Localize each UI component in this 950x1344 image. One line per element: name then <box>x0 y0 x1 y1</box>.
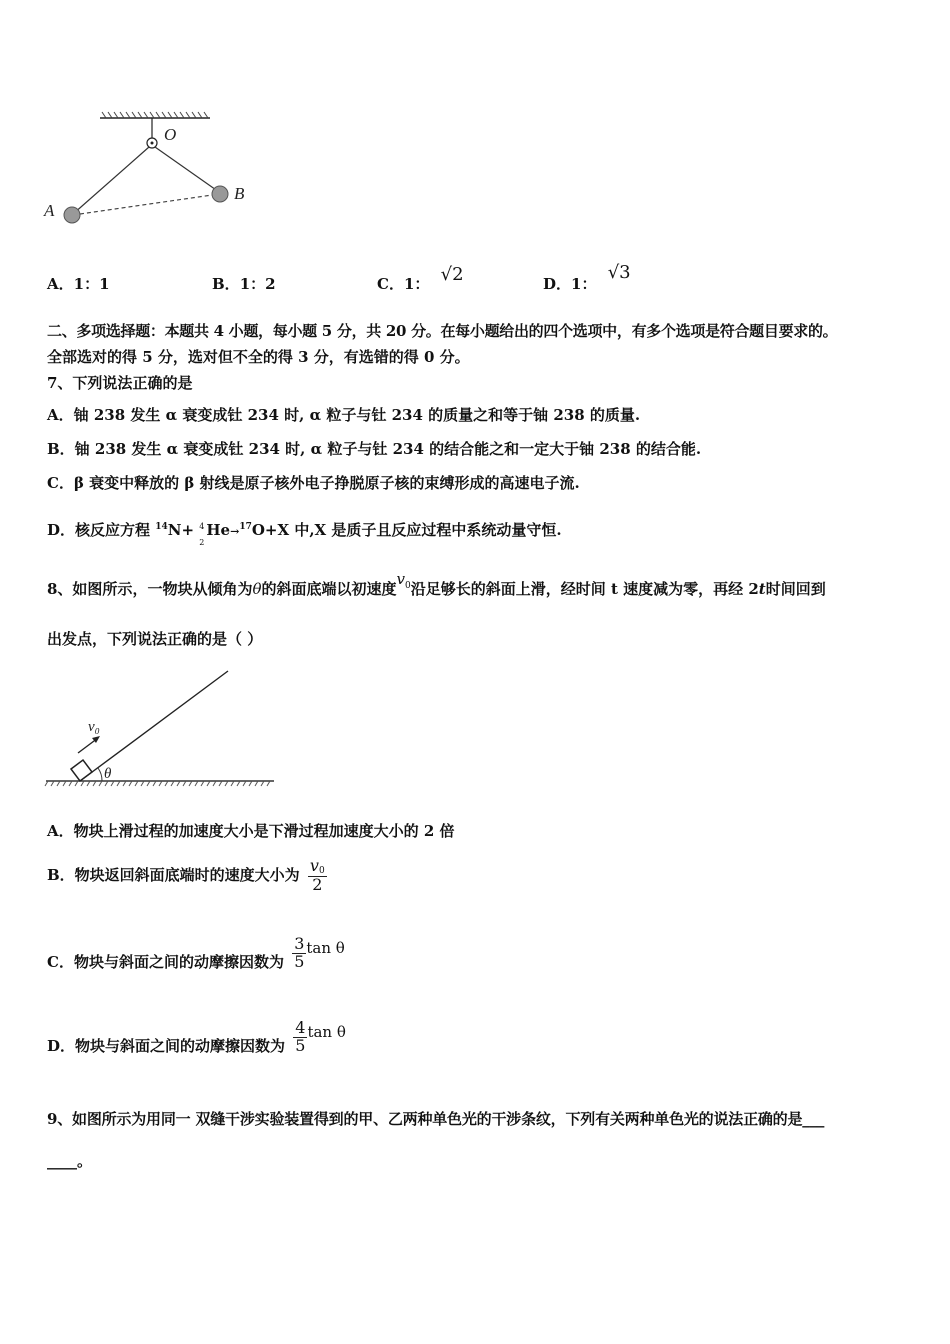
section2-header-line2: 全部选对的得 5 分，选对但不全的得 3 分，有选错的得 0 分。 <box>47 348 470 366</box>
q9-stem-line1: 9、如图所示为用同一 双缝干涉实验装置得到的甲、乙两种单色光的干涉条纹，下列有关两种单色光的说法正确的是___ <box>47 1110 825 1128</box>
q7-option-b: B．铀 238 发生 α 衰变成钍 234 时, α 粒子与钍 234 的结合能之和一定大于铀 238 的结合能. <box>47 440 702 458</box>
q8-stem-line2: 出发点，下列说法正确的是（ ） <box>47 630 263 648</box>
q8-stem-line1: 8、如图所示，一物块从倾角为θ的斜面底端以初速度$v^0$沿足够长的斜面上滑，经时间 t 速度减为零，再经 2t时间回到 <box>47 570 826 598</box>
q6-option-d: D．1： √3 <box>543 262 631 293</box>
q7-option-d: D．核反应方程 $^{14}$N+ 4 2 He→$^{17}$O+X 中,X 是质子且反应过程中系统动量守恒. <box>47 521 562 547</box>
q6-option-c: C．1： √2 <box>377 264 464 293</box>
section2-header-line1: 二、多项选择题：本题共 4 小题，每小题 5 分，共 20 分。在每小题给出的四个选项中，有多个选项是符合题目要求的。 <box>47 322 838 340</box>
b-fraction: $\frac{v0}{2}$ <box>309 856 325 895</box>
q6-option-b: B．1：2 <box>212 275 276 293</box>
q8-option-c: C．物块与斜面之间的动摩擦因数为 $\frac{3}{5}$ tan θ <box>47 934 345 972</box>
q8-option-a: A．物块上滑过程的加速度大小是下滑过程加速度大小的 2 倍 <box>47 822 455 840</box>
label-o: O <box>164 125 177 144</box>
q8-option-b: B．物块返回斜面底端时的速度大小为 $\frac{v0}{2}$ <box>47 856 325 895</box>
q8-option-d: D．物块与斜面之间的动摩擦因数为 $\frac{4}{5}$ tan θ <box>47 1018 346 1056</box>
q7-stem: 7、下列说法正确的是 <box>47 374 193 392</box>
q6-option-a: A．1：1 <box>47 275 110 293</box>
label-a: A <box>44 201 55 220</box>
fig-label-theta: θ <box>104 766 112 782</box>
d-fraction: $\frac{4}{5}$ <box>295 1018 306 1055</box>
q9-stem-line2: ____。 <box>47 1152 93 1170</box>
incline-figure <box>44 665 284 790</box>
pendulum-figure <box>40 110 260 230</box>
q7-option-a: A．铀 238 发生 α 衰变成钍 234 时, α 粒子与钍 234 的质量之和等于铀 238 的质量. <box>47 406 641 424</box>
c-fraction: $\frac{3}{5}$ <box>294 934 305 971</box>
label-b: B <box>234 184 245 203</box>
q7-option-c: C．β 衰变中释放的 β 射线是原子核外电子挣脱原子核的束缚形成的高速电子流. <box>47 474 580 492</box>
fig-label-v0: v₀ <box>88 719 100 735</box>
